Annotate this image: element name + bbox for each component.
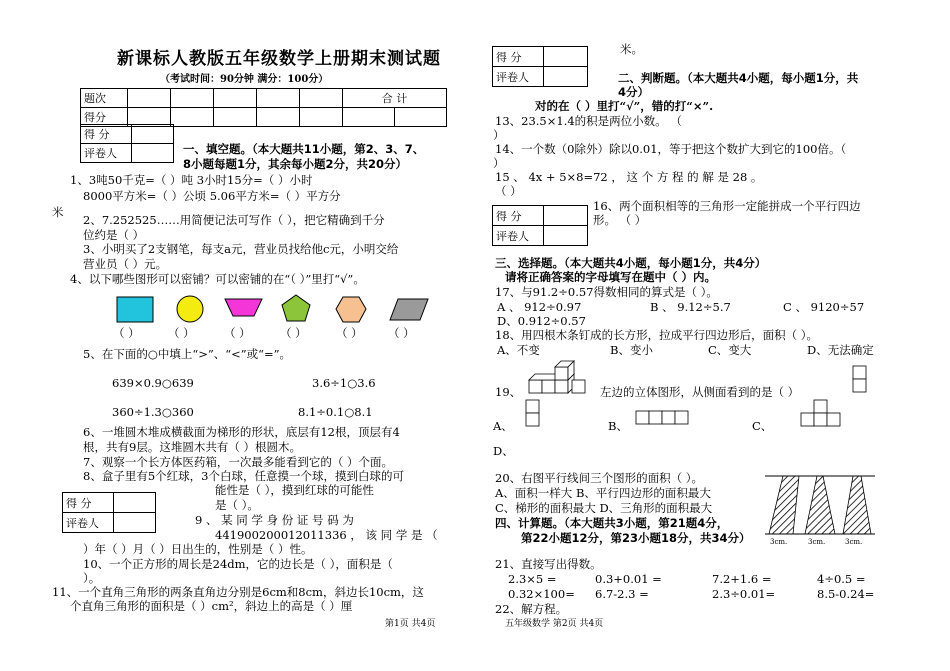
left-footer: 第1页 共4页 bbox=[385, 619, 436, 629]
q17-option-b: B 、 9.12÷5.7 bbox=[650, 300, 731, 314]
header-total: 合 计 bbox=[343, 89, 447, 108]
q21-text: 21、直接写出得数。 bbox=[495, 557, 602, 571]
q2-line1: 2、7.252525……用简便记法可写作（ ），把它精确到千分 bbox=[83, 213, 385, 227]
q14-text: 14、一个数（0除外）除以0.01，等于把这个数扩大到它的100倍。（ bbox=[495, 142, 847, 156]
q18-text: 18、用四根木条钉成的长方形，拉成平行四边形后，面积（ ）。 bbox=[495, 328, 819, 342]
grader-label: 评卷人 bbox=[63, 513, 114, 533]
q20-option-cd: C、梯形的面积最大 D、三角形的面积最大 bbox=[495, 501, 713, 515]
q19-option-c: C、 bbox=[752, 419, 773, 433]
q1-line2: 8000平方米=（ ）公顷 5.06平方米=（ ）平方分 bbox=[83, 189, 341, 203]
q18-option-a: A、不变 bbox=[497, 343, 540, 357]
rectangle-shape bbox=[117, 297, 153, 322]
q4-text: 4、以下哪些图形可以密铺？可以密铺的在“（ ）”里打“√”。 bbox=[70, 272, 365, 286]
q21-item-3: 7.2+1.6 = bbox=[712, 572, 772, 586]
q5-item-2: 3.6÷1○3.6 bbox=[312, 376, 376, 390]
section4-heading-2: 第22小题12分，第23小题18分，共34分） bbox=[521, 531, 751, 545]
page-title: 新课标人教版五年级数学上册期末测试题 bbox=[117, 49, 441, 69]
grader-label: 评卷人 bbox=[81, 144, 132, 163]
fig-label-3: 3cm. bbox=[845, 538, 863, 546]
right-footer: 五年级数学 第2页 共4页 bbox=[505, 619, 604, 629]
q19-option-d: D、 bbox=[493, 444, 514, 458]
q6-line2: 根，共有9层。这堆圆木共有（ ）根圆木。 bbox=[83, 440, 301, 454]
q9-line2: 441900200012011336 ， 该 同 学 是 （ bbox=[215, 528, 438, 542]
q17-text: 17、与91.2÷0.57得数相同的算式是（ ）。 bbox=[495, 285, 718, 299]
q19-text: 左边的立体图形，从侧面看到的是（ ） bbox=[600, 385, 800, 399]
q11-line1: 11、一个直角三角形的两条直角边分别是6cm和8cm，斜边长10cm，这 bbox=[52, 585, 424, 599]
q8-line2: 能性是（ ），摸到红球的可能性 bbox=[215, 483, 374, 497]
score-label: 得 分 bbox=[493, 206, 544, 226]
q20-text: 20、右图平行线间三个图形的面积（ ）。 bbox=[495, 471, 704, 485]
view-option-figure bbox=[798, 398, 846, 432]
q5-item-4: 8.1÷0.1○8.1 bbox=[298, 405, 373, 419]
cube-stack-figure bbox=[525, 360, 590, 396]
header-row-label: 题次 bbox=[81, 89, 128, 108]
section1-heading-2: 8小题每题1分，其余每小题2分，共20分） bbox=[183, 157, 408, 171]
q17-option-d: D、0.912÷0.57 bbox=[497, 314, 586, 328]
hexagon-shape bbox=[336, 297, 366, 322]
q10-line1: 10、一个正方形的周长是24dm，它的边长是（ ），面积是（ bbox=[83, 557, 393, 571]
shape-bracket-5: （ ） bbox=[336, 326, 363, 340]
q19-option-a: A、 bbox=[493, 419, 513, 433]
q5-text: 5、在下面的○中填上“>”、“<”或“=”。 bbox=[83, 347, 292, 361]
q3-line1: 3、小明买了2支钢笔，每支a元，营业员找给他c元，小明交给 bbox=[83, 242, 399, 256]
section3-heading: 三、选择题。（本大题共4小题，每小题1分，共4分） bbox=[495, 256, 767, 270]
tiling-shapes bbox=[110, 292, 440, 326]
q2-line2: 位约是（ ） bbox=[83, 228, 145, 242]
view-option-figure bbox=[523, 398, 543, 432]
carryover-text: 米。 bbox=[620, 42, 643, 56]
q21-item-1: 2.3×5 = bbox=[508, 572, 557, 586]
score-box-1 bbox=[80, 124, 174, 163]
q21-item-7: 2.3÷0.01= bbox=[712, 587, 776, 601]
view-option-figure bbox=[634, 408, 696, 428]
score-box-4 bbox=[492, 205, 588, 246]
q7-text: 7、观察一个长方体医药箱，一次最多能看到它的（ ）个面。 bbox=[83, 455, 393, 469]
q14-bracket: ） bbox=[493, 156, 505, 170]
q11-line2: 个直角三角形的面积是（ ）cm²，斜边上的高是（ ）厘 bbox=[70, 599, 353, 613]
q17-option-c: C 、 9120÷57 bbox=[783, 300, 865, 314]
pentagon-shape bbox=[282, 295, 310, 321]
q17-option-a: A 、 912÷0.97 bbox=[497, 300, 582, 314]
fig-label-2: 3cm. bbox=[808, 538, 826, 546]
q8-line1: 8、盒子里有5个红球，3个白球，任意摸一个球，摸到白球的可 bbox=[83, 469, 404, 483]
q16-line2: 形。 （ ） bbox=[593, 213, 647, 227]
q15-bracket: （ ） bbox=[495, 184, 522, 198]
q13-text: 13、23.5×1.4的积是两位小数。 （ bbox=[495, 114, 682, 128]
q1-line3: 米 bbox=[52, 205, 64, 219]
q21-item-8: 8.5-0.24= bbox=[817, 587, 875, 601]
q21-item-2: 0.3+0.01 = bbox=[595, 572, 662, 586]
q6-line1: 6、一堆圆木堆成横截面为梯形的形状，底层有12根，顶层有4 bbox=[83, 425, 400, 439]
score-header-table bbox=[80, 88, 447, 127]
q1-line1: 1、3吨50千克=（ ）吨 3小时15分=（ ）小时 bbox=[70, 173, 313, 187]
q16-text: 16、两个面积相等的三角形一定能拼成一个平行四边 bbox=[593, 199, 861, 213]
q21-item-6: 6.7-2.3 = bbox=[595, 587, 649, 601]
q19-option-b: B、 bbox=[608, 419, 628, 433]
q9-line3: ）年（ ）月（ ）日出生的，性别是（ ）性。 bbox=[83, 542, 313, 556]
section1-heading: 一、填空题。（本大题共11小题，第2、3、7、 bbox=[183, 142, 425, 156]
score-label: 得 分 bbox=[493, 47, 544, 67]
shape-bracket-3: （ ） bbox=[224, 326, 251, 340]
q20-option-ab: A、面积一样大 B、平行四边形的面积最大 bbox=[495, 486, 711, 500]
section3-instructions: 请将正确答案的字母填写在题中（ ）内。 bbox=[505, 270, 717, 284]
shape-bracket-2: （ ） bbox=[168, 326, 195, 340]
section2-heading-2: 4分） bbox=[618, 85, 650, 99]
q8-line3: 是（ ）。 bbox=[215, 498, 259, 512]
q13-bracket: ） bbox=[493, 128, 505, 142]
parallelogram-shape bbox=[390, 299, 428, 320]
q21-item-5: 0.32×100= bbox=[508, 587, 575, 601]
fig-label-1: 3cm. bbox=[770, 538, 788, 546]
header-score-label: 得分 bbox=[81, 108, 128, 127]
grader-label: 评卷人 bbox=[493, 67, 544, 87]
q10-line2: ）。 bbox=[83, 571, 101, 585]
score-box-3 bbox=[492, 46, 588, 87]
q19-number: 19、 bbox=[495, 385, 522, 399]
q18-option-c: C、变大 bbox=[708, 343, 752, 357]
section2-heading: 二、判断题。（本大题共4小题，每小题1分，共 bbox=[618, 71, 859, 85]
grader-label: 评卷人 bbox=[493, 226, 544, 246]
q18-option-d: D、无法确定 bbox=[807, 343, 874, 357]
section4-heading: 四、计算题。（本大题共3小题，第21题4分， bbox=[495, 516, 729, 530]
q18-option-b: B、变小 bbox=[610, 343, 653, 357]
circle-shape bbox=[177, 296, 203, 322]
q5-item-1: 639×0.9○639 bbox=[112, 376, 194, 390]
q15-text: 15 、 4x + 5×8=72 ， 这 个 方 程 的 解 是 28 。 bbox=[495, 170, 763, 184]
q5-item-3: 360÷1.3○360 bbox=[112, 405, 194, 419]
q22-text: 22、解方程。 bbox=[495, 602, 568, 616]
score-box-2 bbox=[62, 492, 156, 533]
shape-bracket-4: （ ） bbox=[280, 326, 307, 340]
section2-instructions: 对的在（ ）里打“√”，错的打“×”. bbox=[535, 99, 714, 113]
q9-line1: 9 、 某 同 学 身 份 证 号 码 为 bbox=[195, 513, 354, 527]
q3-line2: 营业员（ ）元。 bbox=[83, 257, 168, 271]
view-option-figure bbox=[850, 363, 870, 403]
trapezoid-shape bbox=[225, 299, 262, 316]
score-label: 得 分 bbox=[63, 493, 114, 513]
score-label: 得 分 bbox=[81, 125, 132, 144]
shape-bracket-6: （ ） bbox=[388, 326, 415, 340]
exam-subtitle: （考试时间：90分钟 满分：100分） bbox=[160, 74, 329, 85]
shape-bracket-1: （ ） bbox=[113, 326, 140, 340]
q21-item-4: 4÷0.5 = bbox=[817, 572, 866, 586]
